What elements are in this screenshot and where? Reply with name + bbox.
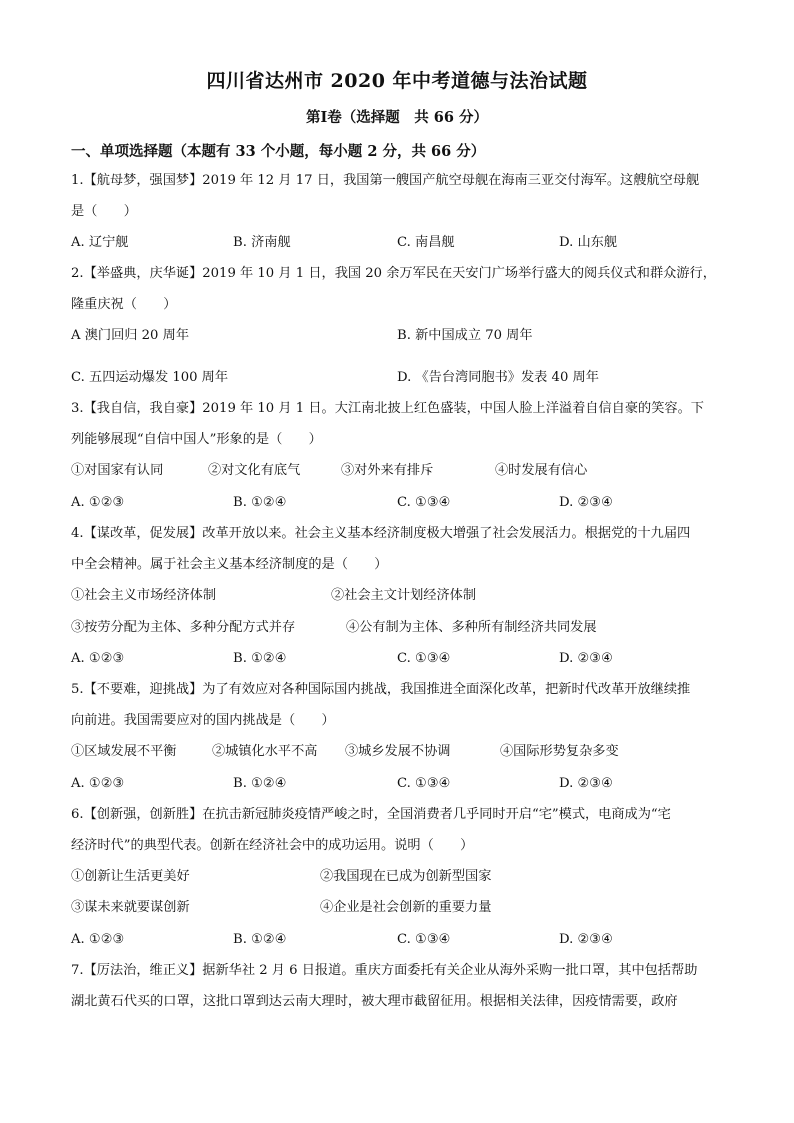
- question-5-item-2: ②城镇化水平不高: [212, 744, 318, 759]
- question-5-option-c: C. ①③④: [397, 776, 451, 791]
- question-4-option-c: C. ①③④: [397, 651, 451, 666]
- question-4-item-3: ③按劳分配为主体、多种分配方式并存: [71, 620, 296, 635]
- question-4-item-2: ②社会主文计划经济体制: [331, 588, 477, 603]
- question-4-option-a: A. ①②③: [71, 651, 125, 666]
- question-3-option-d: D. ②③④: [559, 495, 613, 510]
- question-5-option-a: A. ①②③: [71, 776, 125, 791]
- question-1-option-a: A. 辽宁舰: [71, 235, 129, 250]
- question-5-item-4: ④国际形势复杂多变: [500, 744, 619, 759]
- question-6-option-c: C. ①③④: [397, 932, 451, 947]
- question-2-option-d: D. 《告台湾同胞书》发表 40 周年: [397, 370, 599, 385]
- question-3-option-a: A. ①②③: [71, 495, 125, 510]
- question-3-option-c: C. ①③④: [397, 495, 451, 510]
- question-6-option-d: D. ②③④: [559, 932, 613, 947]
- question-3-item-3: ③对外来有排斥: [341, 463, 434, 478]
- question-2-line-1: 2.【举盛典，庆华诞】2019 年 10 月 1 日，我国 20 余万军民在天安门广场举行盛大的阅兵仪式和群众游行，: [71, 266, 716, 281]
- question-1-line-2: 是（ ）: [71, 204, 137, 219]
- question-6-option-b: B. ①②④: [233, 932, 287, 947]
- question-5-line-2: 向前进。我国需要应对的国内挑战是（ ）: [71, 713, 335, 728]
- question-1-line-1: 1.【航母梦，强国梦】2019 年 12 月 17 日，我国第一艘国产航空母舰在海南三亚交付海军。这艘航空母舰: [71, 173, 700, 188]
- question-6-option-a: A. ①②③: [71, 932, 125, 947]
- question-6-item-1: ①创新让生活更美好: [71, 869, 190, 884]
- question-4-option-b: B. ①②④: [233, 651, 287, 666]
- question-3-item-2: ②对文化有底气: [208, 463, 301, 478]
- question-4-line-1: 4.【谋改革，促发展】改革开放以来。社会主义基本经济制度极大增强了社会发展活力。根据党的十九届四: [71, 526, 691, 541]
- question-2-option-a: A 澳门回归 20 周年: [71, 328, 190, 343]
- question-7-line-1: 7.【厉法治，维正义】据新华社 2 月 6 日报道。重庆方面委托有关企业从海外采购一批口罩，其中包括帮助: [71, 963, 698, 978]
- question-4-option-d: D. ②③④: [559, 651, 613, 666]
- question-5-option-d: D. ②③④: [559, 776, 613, 791]
- question-2-line-2: 隆重庆祝（ ）: [71, 297, 177, 312]
- question-5-item-3: ③城乡发展不协调: [345, 744, 451, 759]
- question-1-option-c: C. 南昌舰: [397, 235, 455, 250]
- question-5-item-1: ①区域发展不平衡: [71, 744, 177, 759]
- question-6-item-4: ④企业是社会创新的重要力量: [320, 900, 492, 915]
- question-4-item-1: ①社会主义市场经济体制: [71, 588, 217, 603]
- question-6-line-2: 经济时代”的典型代表。创新在经济社会中的成功运用。说明（ ）: [71, 838, 474, 853]
- page-title: 四川省达州市 2020 年中考道德与法治试题: [206, 70, 588, 92]
- question-5-line-1: 5.【不要难，迎挑战】为了有效应对各种国际国内挑战，我国推进全面深化改革，把新时代改革开放继续推: [71, 682, 691, 697]
- question-3-item-4: ④时发展有信心: [495, 463, 588, 478]
- question-6-line-1: 6.【创新强，创新胜】在抗击新冠肺炎疫情严峻之时，全国消费者几乎同时开启“宅”模式，电商成为“宅: [71, 807, 671, 822]
- question-1-option-d: D. 山东舰: [559, 235, 618, 250]
- part-heading: 第Ⅰ卷（选择题 共 66 分）: [305, 109, 489, 126]
- question-7-line-2: 湖北黄石代买的口罩，这批口罩到达云南大理时，被大理市截留征用。根据相关法律，因疫情需要，政府: [71, 994, 678, 1009]
- question-3-item-1: ①对国家有认同: [71, 463, 164, 478]
- question-1-option-b: B. 济南舰: [233, 235, 291, 250]
- question-3-line-1: 3.【我自信，我自豪】2019 年 10 月 1 日。大江南北披上红色盛装，中国人脸上洋溢着自信自豪的笑容。下: [71, 401, 704, 416]
- question-2-option-c: C. 五四运动爆发 100 周年: [71, 370, 229, 385]
- section-heading: 一、单项选择题（本题有 33 个小题，每小题 2 分，共 66 分）: [71, 143, 486, 160]
- question-6-item-2: ②我国现在已成为创新型国家: [320, 869, 492, 884]
- question-4-item-4: ④公有制为主体、多种所有制经济共同发展: [346, 620, 597, 635]
- question-5-option-b: B. ①②④: [233, 776, 287, 791]
- question-3-line-2: 列能够展现“自信中国人”形象的是（ ）: [71, 432, 322, 447]
- question-2-option-b: B. 新中国成立 70 周年: [397, 328, 533, 343]
- question-6-item-3: ③谋未来就要谋创新: [71, 900, 190, 915]
- question-4-line-2: 中全会精神。属于社会主义基本经济制度的是（ ）: [71, 557, 388, 572]
- question-3-option-b: B. ①②④: [233, 495, 287, 510]
